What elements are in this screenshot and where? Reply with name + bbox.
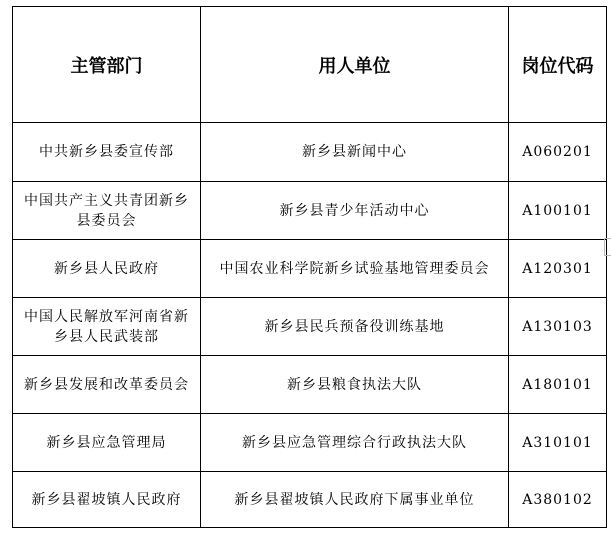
cell-position-code: A380102 [509,472,607,528]
cell-employer: 新乡县应急管理综合行政执法大队 [201,414,509,472]
table-row [13,182,607,240]
cell-department: 新乡县应急管理局 [13,414,201,472]
positions-table [12,6,607,528]
table-header-row [13,7,607,123]
header-position-code: 岗位代码 [509,7,607,123]
table-row [13,240,607,298]
cell-employer: 中国农业科学院新乡试验基地管理委员会 [201,240,509,298]
cell-position-code: A060201 [509,123,607,182]
table-row [13,472,607,528]
table-row [13,356,607,414]
cell-department: 中国人民解放军河南省新乡县人民武装部 [13,298,201,356]
cell-department: 中国共产主义共青团新乡县委员会 [13,182,201,240]
cell-department: 新乡县发展和改革委员会 [13,356,201,414]
table-row [13,123,607,182]
cell-employer: 新乡县粮食执法大队 [201,356,509,414]
table-row [13,298,607,356]
cell-position-code: A130103 [509,298,607,356]
cell-position-code: A310101 [509,414,607,472]
cell-department: 新乡县翟坡镇人民政府 [13,472,201,528]
cell-position-code: A100101 [509,182,607,240]
cell-employer: 新乡县民兵预备役训练基地 [201,298,509,356]
cell-employer: 新乡县翟坡镇人民政府下属事业单位 [201,472,509,528]
cell-department: 新乡县人民政府 [13,240,201,298]
table-row [13,414,607,472]
cell-employer: 新乡县青少年活动中心 [201,182,509,240]
cell-position-code: A180101 [509,356,607,414]
cell-employer: 新乡县新闻中心 [201,123,509,182]
header-department: 主管部门 [13,7,201,123]
header-employer: 用人单位 [201,7,509,123]
cell-department: 中共新乡县委宣传部 [13,123,201,182]
cell-position-code: A120301 [509,240,607,298]
table-edge-marker [604,238,611,256]
